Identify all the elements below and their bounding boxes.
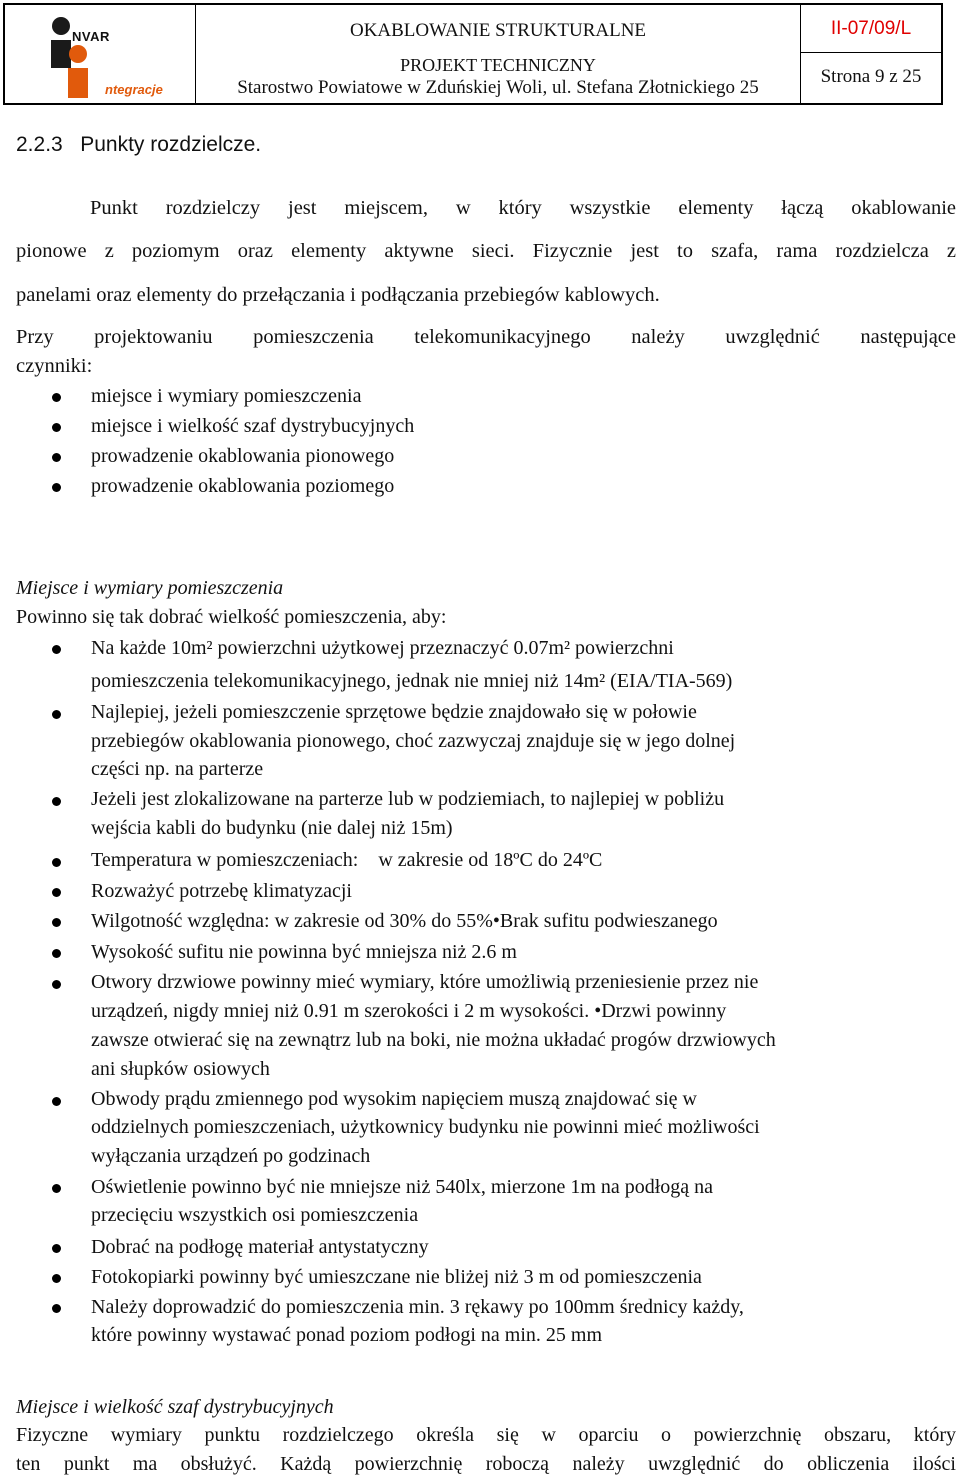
list-item-cont: które powinny wystawać ponad poziom podłogi na min. 25 mm bbox=[91, 1324, 603, 1346]
bullet-icon bbox=[52, 483, 61, 492]
doc-title: OKABLOWANIE STRUKTURALNE bbox=[349, 20, 647, 41]
bullet-icon bbox=[52, 949, 61, 958]
list-item-cont: ani słupków osiowych bbox=[91, 1058, 270, 1080]
list-item: Jeżeli jest zlokalizowane na parterze lub w podziemiach, to najlepiej w pobliżu bbox=[91, 788, 725, 810]
intro-line-3: panelami oraz elementy do przełączania i podłączania przebiegów kablowych. bbox=[16, 284, 660, 306]
bullet-icon bbox=[52, 888, 61, 897]
list-item: Obwody prądu zmiennego pod wysokim napięciem muszą znajdować się w bbox=[91, 1088, 697, 1110]
list-item-cont: wejścia kabli do budynku (nie dalej niż 15m) bbox=[91, 817, 453, 839]
logo-text-top: NVAR bbox=[72, 29, 110, 44]
list-item-cont: przebiegów okablowania pionowego, choć zazwyczaj znajduje się w jego dolnej bbox=[91, 730, 736, 752]
list-item: Rozważyć potrzebę klimatyzacji bbox=[91, 880, 352, 902]
list-item: prowadzenie okablowania poziomego bbox=[91, 475, 395, 497]
bullet-icon bbox=[52, 980, 61, 989]
doc-address: Starostwo Powiatowe w Zduńskiej Woli, ul. Stefana Złotnickiego 25 bbox=[237, 77, 759, 98]
list-item-cont: urządzeń, nigdy mniej niż 0.91 m szerokości i 2 m wysokości. •Drzwi powinny bbox=[91, 1000, 727, 1022]
list-item: Fotokopiarki powinny być umieszczane nie bliżej niż 3 m od pomieszczenia bbox=[91, 1266, 702, 1288]
design-line-1: Przy projektowaniu pomieszczenia telekomunikacyjnego należy uwzględnić następujące bbox=[16, 326, 956, 348]
bullet-icon bbox=[52, 393, 61, 402]
bullet-icon bbox=[52, 858, 61, 867]
list-item: Na każde 10m² powierzchni użytkowej przeznaczyć 0.07m² powierzchni bbox=[91, 637, 674, 659]
bullet-icon bbox=[52, 797, 61, 806]
list-item: miejsce i wielkość szaf dystrybucyjnych bbox=[91, 415, 415, 437]
list-item: Wysokość sufitu nie powinna być mniejsza niż 2.6 m bbox=[91, 941, 517, 963]
bullet-icon bbox=[52, 710, 61, 719]
doc-code: II-07/09/L bbox=[801, 5, 941, 53]
logo-text-bottom: ntegracje bbox=[105, 82, 163, 97]
room-lead: Powinno się tak dobrać wielkość pomieszczenia, aby: bbox=[16, 606, 447, 628]
bullet-icon bbox=[52, 1304, 61, 1313]
bullet-icon bbox=[52, 1184, 61, 1193]
section-heading: 2.2.3 Punkty rozdzielcze. bbox=[16, 133, 262, 156]
page-header bbox=[3, 3, 943, 105]
list-item: Dobrać na podłogę materiał antystatyczny bbox=[91, 1236, 429, 1258]
list-item: Otwory drzwiowe powinny mieć wymiary, które umożliwią przeniesienie przez nie bbox=[91, 971, 759, 993]
list-item-cont: wyłączania urządzeń po godzinach bbox=[91, 1145, 371, 1167]
header-title-block bbox=[196, 5, 801, 103]
list-item: Temperatura w pomieszczeniach: w zakresie od 18ºC do 24ºC bbox=[91, 849, 603, 871]
subsection-heading-cabinets: Miejsce i wielkość szaf dystrybucyjnych bbox=[16, 1396, 334, 1418]
list-item-cont: pomieszczenia telekomunikacyjnego, jednak nie mniej niż 14m² (EIA/TIA-569) bbox=[91, 670, 733, 692]
intro-line-1: Punkt rozdzielczy jest miejscem, w który wszystkie elementy łączą okablowanie bbox=[90, 197, 956, 219]
bullet-icon bbox=[52, 1244, 61, 1253]
bullet-icon bbox=[52, 423, 61, 432]
list-item-cont: przecięciu wszystkich osi pomieszczenia bbox=[91, 1204, 419, 1226]
bullet-icon bbox=[52, 453, 61, 462]
list-item: Najlepiej, jeżeli pomieszczenie sprzętowe będzie znajdowało się w połowie bbox=[91, 701, 697, 723]
bullet-icon bbox=[52, 645, 61, 654]
bullet-icon bbox=[52, 1097, 61, 1106]
list-item: Oświetlenie powinno być nie mniejsze niż 540lx, mierzone 1m na podłogą na bbox=[91, 1176, 714, 1198]
bullet-icon bbox=[52, 918, 61, 927]
bullet-icon bbox=[52, 1274, 61, 1283]
subsection-heading-room: Miejsce i wymiary pomieszczenia bbox=[16, 577, 284, 599]
list-item: prowadzenie okablowania pionowego bbox=[91, 445, 395, 467]
cabinets-line-1: Fizyczne wymiary punktu rozdzielczego określa się w oparciu o powierzchnię obszaru, który bbox=[16, 1424, 956, 1446]
cabinets-line-2: ten punkt ma obsłużyć. Każdą powierzchnię roboczą należy uwzględnić do obliczenia ilości bbox=[16, 1453, 956, 1475]
list-item: Należy doprowadzić do pomieszczenia min. 3 rękawy po 100mm średnicy każdy, bbox=[91, 1296, 744, 1318]
header-meta bbox=[801, 5, 941, 103]
list-item-cont: zawsze otwierać się na zewnątrz lub na boki, nie można układać progów drzwiowych bbox=[91, 1029, 776, 1051]
company-logo bbox=[5, 5, 196, 103]
list-item: Wilgotność względna: w zakresie od 30% do 55%•Brak sufitu podwieszanego bbox=[91, 910, 718, 932]
page-number: Strona 9 z 25 bbox=[820, 66, 922, 87]
intro-line-2: pionowe z poziomym oraz elementy aktywne sieci. Fizycznie jest to szafa, rama rozdzielcza z bbox=[16, 240, 956, 262]
design-line-2: czynniki: bbox=[16, 355, 93, 377]
list-item-cont: oddzielnych pomieszczeniach, użytkownicy budynku nie powinni mieć możliwości bbox=[91, 1116, 760, 1138]
list-item: miejsce i wymiary pomieszczenia bbox=[91, 385, 362, 407]
doc-subtitle: PROJEKT TECHNICZNY bbox=[400, 55, 596, 75]
list-item-cont: części np. na parterze bbox=[91, 758, 264, 780]
